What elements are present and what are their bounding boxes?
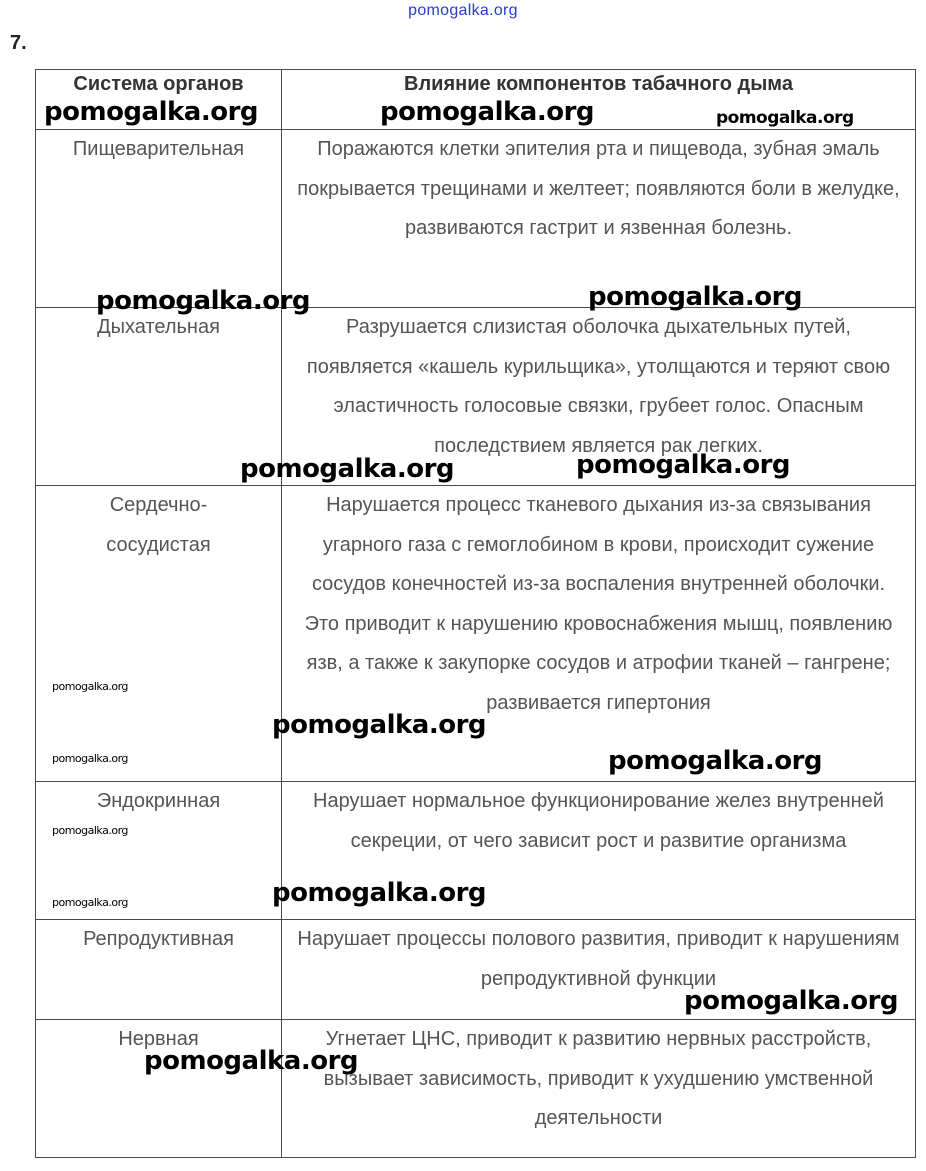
watermark: pomogalka.org [608,746,823,776]
watermark: pomogalka.org [588,282,803,312]
watermark: pomogalka.org [52,752,128,765]
watermark: pomogalka.org [684,986,899,1016]
watermark: pomogalka.org [52,680,128,693]
header-effect: Влияние компонентов табачного дыма [282,70,916,130]
watermark: pomogalka.org [144,1046,359,1076]
task-number: 7. [10,32,27,54]
watermark: pomogalka.org [52,824,128,837]
watermark: pomogalka.org [44,97,259,127]
table-row [36,130,916,308]
watermark: pomogalka.org [52,896,128,909]
watermark: pomogalka.org [240,454,455,484]
watermark: pomogalka.org [716,108,854,128]
watermark: pomogalka.org [96,286,311,316]
cell-effect: Нарушает процессы полового развития, приводит к нарушениям репродуктивной функции [282,920,916,1020]
cell-effect: Угнетает ЦНС, приводит к развитию нервных расстройств, вызывает зависимость, приводит к ухудшению умственной деятельности [282,1020,916,1158]
watermark: pomogalka.org [380,97,595,127]
cell-system: Эндокринная [36,782,282,920]
cell-system: Пищеварительная [36,130,282,308]
watermark: pomogalka.org [576,450,791,480]
watermark: pomogalka.org [272,878,487,908]
cell-effect: Разрушается слизистая оболочка дыхательных путей, появляется «кашель курильщика», утолщаются и теряют свою эластичность голосовые связки, грубеет голос. Опасным последствием является рак легких. [282,308,916,486]
cell-system: Сердечно-сосудистая [36,486,282,782]
table-row [36,1020,916,1158]
watermark: pomogalka.org [272,710,487,740]
header-system: Система органов [36,70,282,130]
cell-effect: Нарушает нормальное функционирование желез внутренней секреции, от чего зависит рост и развитие организма [282,782,916,920]
site-watermark-top: pomogalka.org [408,2,518,19]
cell-effect: Нарушается процесс тканевого дыхания из-за связывания угарного газа с гемоглобином в крови, происходит сужение сосудов конечностей из-за воспаления внутренней оболочки. Это приводит к нарушению кровоснабжения мышц, появлению язв, а также к закупорке сосудов и атрофии тканей – гангрене; развивается гипертония [282,486,916,782]
cell-system: Дыхательная [36,308,282,486]
cell-system: Нервная [36,1020,282,1158]
cell-effect: Поражаются клетки эпителия рта и пищевода, зубная эмаль покрывается трещинами и желтеет; появляются боли в желудке, развиваются гастрит и язвенная болезнь. [282,130,916,308]
cell-system: Репродуктивная [36,920,282,1020]
